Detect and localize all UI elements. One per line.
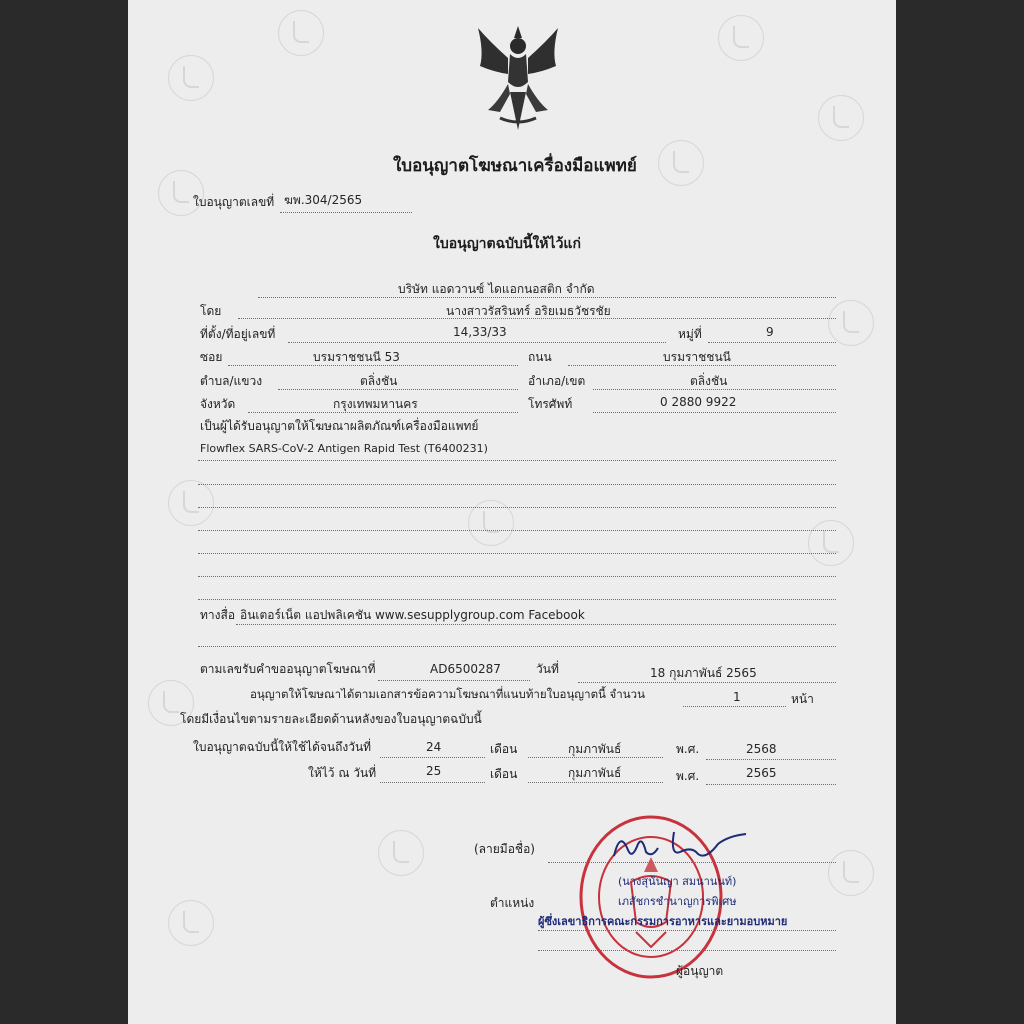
phone-label: โทรศัพท์ <box>528 397 573 411</box>
soi-value: บรมราชชนนี 53 <box>313 350 400 364</box>
dotted-line <box>280 212 412 213</box>
signer-title: เภสัชกรชำนาญการพิเศษ <box>618 895 737 908</box>
dotted-line <box>238 318 836 319</box>
province-value: กรุงเทพมหานคร <box>333 397 418 411</box>
watermark-icon <box>168 900 214 946</box>
by-label: โดย <box>200 304 222 318</box>
signature-icon <box>606 826 756 876</box>
road-label: ถนน <box>528 350 552 364</box>
dotted-line <box>528 782 663 783</box>
road-value: บรมราชชนนี <box>663 350 731 364</box>
valid-year: 2568 <box>746 742 777 756</box>
address-value: 14,33/33 <box>453 325 507 339</box>
company-name: บริษัท แอดวานซ์ ไดแอกนอสติก จำกัด <box>398 282 595 296</box>
dotted-line <box>198 576 836 577</box>
dotted-line <box>706 759 836 760</box>
license-no-label: ใบอนุญาตเลขที่ <box>193 195 275 209</box>
dotted-line <box>278 389 518 390</box>
dotted-line <box>683 706 786 707</box>
district-label: อำเภอ/เขต <box>528 374 586 388</box>
dotted-line <box>236 624 836 625</box>
pages-unit: หน้า <box>791 692 814 706</box>
media-label: ทางสื่อ <box>200 608 236 622</box>
dotted-line <box>288 342 666 343</box>
dotted-line <box>198 599 836 600</box>
moo-value: 9 <box>766 325 774 339</box>
issued-month: กุมภาพันธ์ <box>568 766 622 780</box>
watermark-icon <box>808 520 854 566</box>
address-label: ที่ตั้ง/ที่อยู่เลขที่ <box>200 327 276 341</box>
by-value: นางสาวรัสรินทร์ อริยเมธวัชรชัย <box>446 304 611 318</box>
soi-label: ซอย <box>200 350 223 364</box>
product-value: Flowflex SARS-CoV-2 Antigen Rapid Test (T6400231) <box>200 442 488 455</box>
valid-month-label: เดือน <box>490 742 518 756</box>
province-label: จังหวัด <box>200 397 236 411</box>
issued-month-label: เดือน <box>490 767 518 781</box>
position-label: ตำแหน่ง <box>490 896 535 910</box>
license-no-value: ฆพ.304/2565 <box>284 193 363 207</box>
signer-name: (นางสุนันญา สมนานนท์) <box>618 875 737 888</box>
dotted-line <box>198 553 836 554</box>
issued-day: 25 <box>426 764 442 778</box>
dotted-line <box>593 389 836 390</box>
dotted-line <box>380 782 485 783</box>
watermark-icon <box>378 830 424 876</box>
media-value: อินเตอร์เน็ต แอปพลิเคชัน www.sesupplygroup.com Facebook <box>240 608 585 622</box>
dotted-line <box>228 365 518 366</box>
document-subtitle: ใบอนุญาตฉบับนี้ให้ไว้แก่ <box>433 236 581 252</box>
valid-day: 24 <box>426 740 442 754</box>
dotted-line <box>248 412 518 413</box>
watermark-icon <box>828 300 874 346</box>
watermark-icon <box>828 850 874 896</box>
request-date: 18 กุมภาพันธ์ 2565 <box>650 666 757 680</box>
dotted-line <box>708 342 836 343</box>
dotted-line <box>578 682 836 683</box>
dotted-line <box>568 365 836 366</box>
dotted-line <box>198 530 836 531</box>
dotted-line <box>198 507 836 508</box>
pages-count: 1 <box>733 690 741 704</box>
subdistrict-label: ตำบล/แขวง <box>200 374 263 388</box>
watermark-icon <box>168 480 214 526</box>
request-no: AD6500287 <box>430 662 501 676</box>
dotted-line <box>198 460 836 461</box>
watermark-icon <box>718 15 764 61</box>
dotted-line <box>538 930 836 931</box>
dotted-line <box>593 412 836 413</box>
dotted-line <box>538 950 836 951</box>
request-date-label: วันที่ <box>536 662 559 676</box>
valid-until-label: ใบอนุญาตฉบับนี้ให้ใช้ได้จนถึงวันที่ <box>193 740 372 754</box>
valid-month: กุมภาพันธ์ <box>568 742 622 756</box>
issued-year: 2565 <box>746 766 777 780</box>
license-document <box>128 0 896 1024</box>
watermark-icon <box>278 10 324 56</box>
dotted-line <box>548 862 836 863</box>
product-label: เป็นผู้ได้รับอนุญาตให้โฆษณาผลิตภัณฑ์เครื่องมือแพทย์ <box>200 419 479 433</box>
condition-text: โดยมีเงื่อนไขตามรายละเอียดด้านหลังของใบอนุญาตฉบับนี้ <box>180 712 482 726</box>
approve-text: อนุญาตให้โฆษณาได้ตามเอกสารข้อความโฆษณาที่แนบท้ายใบอนุญาตนี้ จำนวน <box>250 687 645 701</box>
signature-label: (ลายมือชื่อ) <box>474 842 535 856</box>
dotted-line <box>380 757 485 758</box>
phone-value: 0 2880 9922 <box>660 395 737 409</box>
issued-label: ให้ไว้ ณ วันที่ <box>308 766 377 780</box>
valid-year-label: พ.ศ. <box>676 742 700 756</box>
district-value: ตลิ่งชัน <box>690 374 728 388</box>
watermark-icon <box>168 55 214 101</box>
document-title: ใบอนุญาตโฆษณาเครื่องมือแพทย์ <box>393 156 637 176</box>
dotted-line <box>378 680 530 681</box>
watermark-icon <box>818 95 864 141</box>
signer-designation: ผู้ซึ่งเลขาธิการคณะกรรมการอาหารและยามอบหมาย <box>538 915 788 928</box>
subdistrict-value: ตลิ่งชัน <box>360 374 398 388</box>
licensor-label: ผู้อนุญาต <box>676 964 724 978</box>
dotted-line <box>528 757 663 758</box>
dotted-line <box>706 784 836 785</box>
request-label: ตามเลขรับคำขออนุญาตโฆษณาที่ <box>200 662 376 676</box>
watermark-icon <box>658 140 704 186</box>
dotted-line <box>198 484 836 485</box>
issued-year-label: พ.ศ. <box>676 769 700 783</box>
moo-label: หมู่ที่ <box>678 327 702 341</box>
dotted-line <box>198 646 836 647</box>
dotted-line <box>258 297 836 298</box>
garuda-emblem-icon <box>470 22 566 134</box>
